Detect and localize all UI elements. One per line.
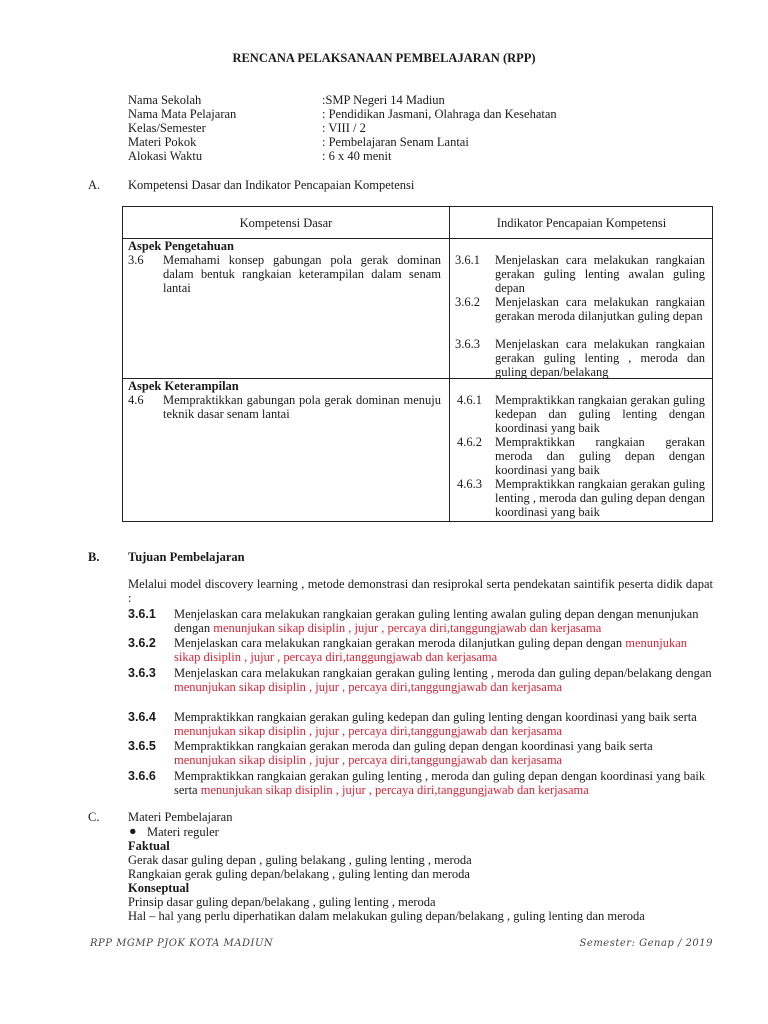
- objective-item: [128, 710, 712, 738]
- objective-text: Mempraktikkan rangkaian gerakan meroda dan guling depan dengan koordinasi yang baik serta: [174, 739, 653, 753]
- section-b-letter: B.: [88, 550, 100, 564]
- indicator-item: [457, 477, 705, 519]
- info-value: : Pendidikan Jasmani, Olahraga dan Kesehatan: [322, 107, 557, 121]
- indicator-item: [457, 435, 705, 477]
- indicator-num: 4.6.3: [457, 477, 482, 491]
- indicator-item: [455, 337, 705, 379]
- indicator-text: Menjelaskan cara melakukan rangkaian gerakan guling lenting awalan guling depan: [495, 253, 705, 295]
- objective-item: [128, 739, 712, 767]
- objective-attitude: menunjukan sikap disiplin , jujur , percaya diri,tanggungjawab dan kerjasama: [174, 753, 563, 767]
- section-b-intro: [128, 577, 713, 605]
- info-label: Kelas/Semester: [128, 121, 206, 135]
- objective-body: [174, 739, 712, 767]
- objective-text: Menjelaskan cara melakukan rangkaian gerakan guling lenting , meroda dan guling depan/belakang dengan: [174, 666, 712, 680]
- objective-text: Menjelaskan cara melakukan rangkaian gerakan guling lenting awalan guling depan dengan menunjukan dengan: [174, 607, 699, 635]
- objective-body: [174, 666, 712, 694]
- objective-item: [128, 769, 712, 797]
- objective-num: 3.6.3: [128, 666, 156, 680]
- kd-num: 4.6: [128, 393, 144, 407]
- objective-attitude: menunjukan sikap disiplin , jujur , percaya diri,tanggungjawab dan kerjasama: [174, 680, 563, 694]
- section-c-title: Materi Pembelajaran: [128, 810, 233, 824]
- konseptual-line: Prinsip dasar guling depan/belakang , guling lenting , meroda: [128, 895, 436, 909]
- document-title: RENCANA PELAKSANAAN PEMBELAJARAN (RPP): [232, 51, 536, 65]
- indicator-text: Mempraktikkan rangkaian gerakan guling lenting , meroda dan guling depan dengan koordinasi yang baik: [495, 477, 706, 519]
- indicator-num: 4.6.1: [457, 393, 482, 407]
- section-c-letter: C.: [88, 810, 100, 824]
- competency-table: [122, 206, 713, 522]
- info-value: : VIII / 2: [322, 121, 366, 135]
- table-divider: [449, 207, 450, 521]
- table-header: Kompetensi Dasar: [239, 216, 333, 230]
- objective-text: Mempraktikkan rangkaian gerakan guling lenting , meroda dan guling depan dengan koordinasi yang baik serta: [174, 769, 706, 797]
- objective-num: 3.6.1: [128, 607, 156, 621]
- faktual-heading: Faktual: [128, 839, 170, 853]
- indicator-num: 3.6.1: [455, 253, 480, 267]
- objective-attitude: menunjukan sikap disiplin , jujur , percaya diri,tanggungjawab dan kerjasama: [174, 724, 563, 738]
- objective-num: 3.6.2: [128, 636, 156, 650]
- kd-item: [128, 393, 441, 421]
- indicator-text: Mempraktikkan rangkaian gerakan guling kedepan dan guling lenting dengan koordinasi yang baik: [495, 393, 705, 435]
- kd-num: 3.6: [128, 253, 144, 267]
- info-label: Materi Pokok: [128, 135, 197, 149]
- objective-attitude: menunjukan sikap disiplin , jujur , percaya diri,tanggungjawab dan kerjasama: [213, 621, 602, 635]
- objective-num: 3.6.4: [128, 710, 156, 724]
- objective-num: 3.6.5: [128, 739, 156, 753]
- section-b-title: Tujuan Pembelajaran: [128, 550, 245, 564]
- info-label: Nama Mata Pelajaran: [128, 107, 237, 121]
- indicator-text: Menjelaskan cara melakukan rangkaian gerakan meroda dilanjutkan guling depan: [495, 295, 705, 323]
- bullet-icon: ●: [129, 824, 137, 838]
- info-label: Nama Sekolah: [128, 93, 202, 107]
- objective-num: 3.6.6: [128, 769, 156, 783]
- objective-body: [174, 769, 712, 797]
- aspect-heading: Aspek Pengetahuan: [128, 239, 234, 253]
- konseptual-heading: Konseptual: [128, 881, 190, 895]
- indicator-num: 3.6.3: [455, 337, 480, 351]
- kd-item: [128, 253, 441, 295]
- indicator-item: [455, 253, 705, 295]
- section-a-title: Kompetensi Dasar dan Indikator Pencapaian Kompetensi: [128, 178, 415, 192]
- objective-item: [128, 666, 712, 694]
- objective-body: [174, 710, 712, 738]
- objective-body: [174, 636, 712, 664]
- objective-text: Mempraktikkan rangkaian gerakan guling kedepan dan guling lenting dengan koordinasi yang baik serta: [174, 710, 697, 724]
- objective-text: Menjelaskan cara melakukan rangkaian gerakan meroda dilanjutkan guling depan dengan: [174, 636, 626, 650]
- faktual-line: Rangkaian gerak guling depan/belakang , guling lenting dan meroda: [128, 867, 470, 881]
- footer-right: Semester: Genap / 2019: [579, 938, 713, 949]
- section-a-letter: A.: [88, 178, 101, 192]
- intro-text: Melalui model discovery learning , metode demonstrasi dan resiprokal serta pendekatan saintifik peserta didik dapat :: [128, 577, 713, 605]
- indicator-text: Mempraktikkan rangkaian gerakan meroda dan guling depan dengan koordinasi yang baik: [495, 435, 705, 477]
- table-header: Indikator Pencapaian Kompetensi: [496, 216, 667, 230]
- objective-attitude: menunjukan sikap disiplin , jujur , percaya diri,tanggungjawab dan kerjasama: [174, 636, 688, 664]
- info-label: Alokasi Waktu: [128, 149, 203, 163]
- indicator-item: [455, 295, 705, 323]
- indicator-num: 3.6.2: [455, 295, 480, 309]
- objective-item: [128, 636, 712, 664]
- indicator-text: Menjelaskan cara melakukan rangkaian gerakan guling lenting , meroda dan guling depan/belakang: [495, 337, 705, 379]
- konseptual-line: Hal – hal yang perlu diperhatikan dalam melakukan guling depan/belakang , guling lenting dan meroda: [128, 909, 645, 923]
- faktual-line: Gerak dasar guling depan , guling belakang , guling lenting , meroda: [128, 853, 472, 867]
- kd-text: Memahami konsep gabungan pola gerak dominan dalam bentuk rangkaian keterampilan dalam senam lantai: [163, 253, 441, 295]
- objective-item: [128, 607, 712, 635]
- objective-attitude: menunjukan sikap disiplin , jujur , percaya diri,tanggungjawab dan kerjasama: [200, 783, 589, 797]
- info-value: : 6 x 40 menit: [322, 149, 392, 163]
- indicator-item: [457, 393, 705, 435]
- bullet-text: Materi reguler: [147, 825, 219, 839]
- objective-body: [174, 607, 712, 635]
- info-value: : Pembelajaran Senam Lantai: [322, 135, 469, 149]
- info-value: :SMP Negeri 14 Madiun: [322, 93, 445, 107]
- aspect-heading: Aspek Keterampilan: [128, 379, 239, 393]
- indicator-num: 4.6.2: [457, 435, 482, 449]
- footer-left: RPP MGMP PJOK KOTA MADIUN: [90, 938, 274, 949]
- kd-text: Mempraktikkan gabungan pola gerak dominan menuju teknik dasar senam lantai: [163, 393, 441, 421]
